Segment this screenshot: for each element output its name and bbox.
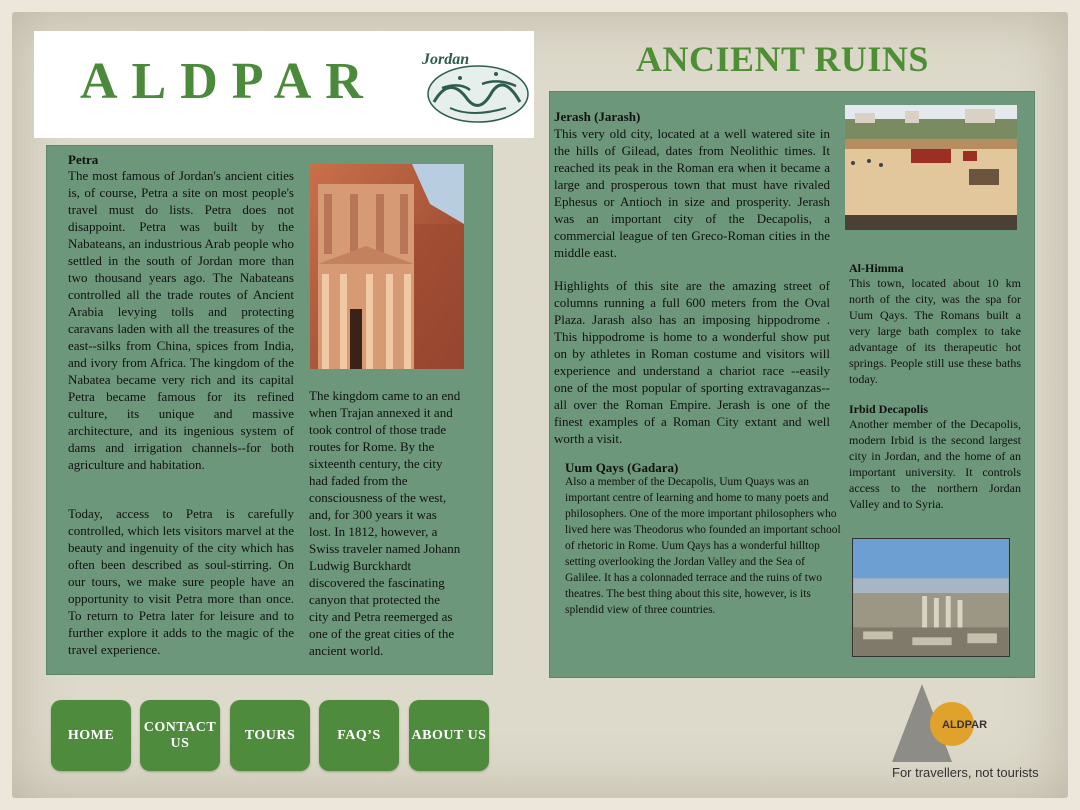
- jerash-paragraph-2: Highlights of this site are the amazing street of columns running a full 600 meters from the Oval Plaza. Jarash also has an imposing hippodrome . This hippodrome is home to a wonderful show put on by athletes in Roman costume and visitors will experience and understand a chariot race --easily one of the most popular of sporting extravaganzas--all over the Roman Empire. Jerash is one of the finest examples of a Roman City extant and well worth a visit.: [554, 278, 830, 446]
- al-himma-heading: Al-Himma: [849, 261, 904, 275]
- site-logo[interactable]: ALDPAR: [80, 53, 377, 110]
- petra-paragraph-1: The most famous of Jordan's ancient cities is, of course, Petra a site on most people's travel must do lists. Petra does not disappoint. Petra was built by the Nabateans, an industrious Arab people who settled in the south of Jordan more than two thousand years ago. The Nabateans controlled all the trade routes of Ancient Arabia levying tolls and protecting caravans laden with all the treasures of the east--silks from China, spices from India, and ivory from Africa. The kingdom of the Nabatea became very rich and its capital Petra became famous for its refined culture, its unique and massive architecture, and its ingenious system of dams and irrigation channels--for both agriculture and habitation.: [68, 168, 295, 472]
- jerash-hippodrome-photo: [845, 105, 1017, 230]
- brand-name: ALDPAR: [942, 719, 988, 731]
- nav-tours-button[interactable]: TOURS: [230, 700, 310, 771]
- petra-treasury-photo: [310, 164, 464, 369]
- jordan-emblem-icon: [420, 44, 534, 126]
- uum-qays-paragraph: Also a member of the Decapolis, Uum Quays was an important centre of learning and home to many poets and philosophers. One of the more important philosophers who lived here was Theodorus who founded an important school of rhetoric in Rome. Uum Qays has a wonderful hilltop setting overlooking the Jordan Valley and the Sea of Galilee. It has a colonnaded terrace and the ruins of two theatres. The best thing about this site, however, is its splendid view of three countries.: [565, 476, 841, 616]
- brand-tagline: For travellers, not tourists: [892, 765, 1039, 780]
- jerash-heading: Jerash (Jarash): [554, 109, 641, 124]
- nav-contact-button[interactable]: CONTACT US: [140, 700, 220, 771]
- irbid-paragraph: Another member of the Decapolis, modern Irbid is the second largest city in Jordan, and the home of an important university. It controls access to the northern Jordan Valley and to Syria.: [849, 417, 1021, 511]
- nav-faqs-button[interactable]: FAQ’S: [319, 700, 399, 771]
- nav-home-button[interactable]: HOME: [51, 700, 131, 771]
- irbid-heading: Irbid Decapolis: [849, 402, 929, 416]
- uum-qays-heading: Uum Qays (Gadara): [565, 460, 679, 475]
- uum-qays-ruins-photo: [852, 538, 1010, 657]
- page-title: ANCIENT RUINS: [636, 39, 929, 79]
- nav-about-button[interactable]: ABOUT US: [409, 700, 489, 771]
- jerash-paragraph-1: This very old city, located at a well watered site in the hills of Gilead, dates from Neolithic times. It reached its peak in the Roman era when it became a large and prosperous town that must have rivaled Ephesus or Antioch in size and prosperity. Jerash was an important city of the Decapolis, a commercial league of ten Greco-Roman cities in the middle east.: [554, 126, 830, 260]
- al-himma-paragraph: This town, located about 10 km north of the city, was the spa for Uum Qays. The Romans built a very large bath complex to take advantage of its therapeutic hot springs. People still use these baths today.: [849, 276, 1021, 386]
- petra-paragraph-3: The kingdom came to an end when Trajan annexed it and took control of those trade routes for Rome. By the sixteenth century, the city had faded from the consciousness of the west, and, for 300 years it was lost. In 1812, however, a Swiss traveler named Johann Ludwig Burckhardt discovered the fascinating canyon that protected the city and Petra reemerged as one of the great cities of the ancient world.: [309, 388, 461, 658]
- petra-heading: Petra: [68, 152, 99, 167]
- emblem-label: Jordan: [422, 51, 470, 68]
- petra-paragraph-2: Today, access to Petra is carefully controlled, which lets visitors marvel at the beauty and ingenuity of the city which has often been described as soul-stirring. On our tours, we make sure people have an opportunity to visit Petra more than once. To return to Petra later for leisure and to further explore it adds to the magic of the travel experience.: [68, 506, 294, 657]
